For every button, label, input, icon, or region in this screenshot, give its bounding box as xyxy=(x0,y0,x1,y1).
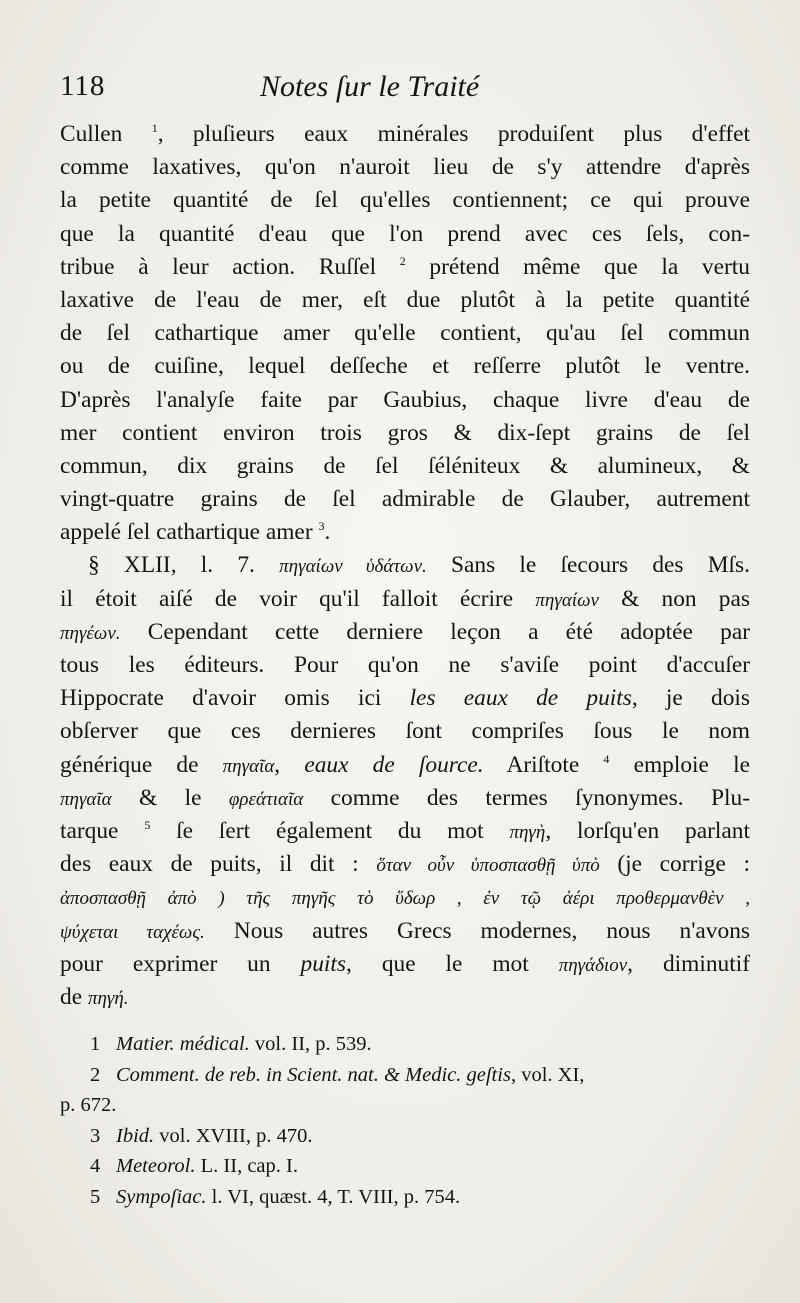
text-line xyxy=(60,184,750,217)
footnote-ref: 5 xyxy=(144,817,151,832)
text-run: commun, dix grains de ſel ſéléniteux & alumineux, & xyxy=(60,452,750,479)
footnote xyxy=(60,1029,750,1060)
footnote xyxy=(60,1121,750,1152)
text-line xyxy=(60,251,750,284)
text-run: & non pas xyxy=(598,585,750,612)
text-line xyxy=(60,782,750,815)
text-run: Sympoſiac. xyxy=(116,1185,207,1208)
text-line xyxy=(60,948,750,981)
page-header xyxy=(60,70,750,110)
text-run: , que le mot xyxy=(346,950,559,977)
text-run: , diminutif xyxy=(627,950,750,977)
footnote-number: 4 xyxy=(90,1155,101,1178)
text-run: Ariſtote xyxy=(483,751,604,778)
footnote-ref: 3 xyxy=(318,519,325,534)
greek-text: ἀποσπασθῇ ἀπὸ ) τῆς πηγῆς τὸ ὕδωρ , ἐν τῷ ἀέρι προθερμανθὲν , xyxy=(60,888,750,910)
text-line xyxy=(60,549,750,582)
text-line xyxy=(60,516,750,549)
text-line xyxy=(60,118,750,151)
text-run: D'après l'analyſe faite par Gaubius, chaque livre d'eau de xyxy=(60,386,750,413)
greek-text: πηγαῖα xyxy=(222,755,275,777)
text-line xyxy=(60,417,750,450)
footnote-ref: 1 xyxy=(151,121,158,135)
main-text xyxy=(60,118,750,1014)
text-run: la petite quantité de ſel qu'elles contiennent; ce qui prouve xyxy=(60,187,750,214)
text-run: p. 672. xyxy=(60,1094,117,1117)
footnote-number: 1 xyxy=(90,1033,101,1055)
footnote-ref: 4 xyxy=(603,751,610,766)
text-run: Hippocrate d'avoir omis ici xyxy=(60,685,410,712)
greek-text: ψύχεται ταχέως. xyxy=(60,921,205,943)
text-run: emploie le xyxy=(609,751,750,778)
text-line xyxy=(60,915,750,948)
text-run: appelé ſel cathartique amer xyxy=(60,519,319,546)
footnote xyxy=(60,1060,750,1091)
text-run: comme des termes ſynonymes. Plu- xyxy=(303,784,750,811)
text-run: L. II, cap. I. xyxy=(195,1155,298,1178)
text-run: pour exprimer un xyxy=(60,950,301,977)
text-line xyxy=(60,218,750,251)
footnote xyxy=(60,1151,750,1182)
text-run: l. VI, quæst. 4, T. VIII, p. 754. xyxy=(206,1185,461,1208)
text-run: tribue à leur action. Ruſſel xyxy=(60,253,400,280)
text-run: (je corrige : xyxy=(599,851,750,878)
text-line xyxy=(60,981,750,1014)
text-line xyxy=(60,583,750,616)
text-run: des eaux de puits, il dit : xyxy=(60,851,377,878)
text-run: que la quantité d'eau que l'on prend avec ces ſels, con- xyxy=(60,220,750,247)
text-line xyxy=(60,384,750,417)
text-run: de xyxy=(60,983,88,1010)
text-run: , vol. XI, xyxy=(510,1063,585,1086)
running-title: Notes ſur le Traité xyxy=(260,70,480,103)
greek-text: πηγὴ xyxy=(509,821,546,843)
text-line xyxy=(60,151,750,184)
text-run: Comment. de reb. in Scient. nat. & Medic. xyxy=(116,1063,462,1086)
text-line xyxy=(60,317,750,350)
text-run: tarque xyxy=(60,817,145,844)
text-line xyxy=(60,881,750,914)
text-line xyxy=(60,483,750,516)
text-run: vingt-quatre grains de ſel admirable de Glauber, autrement xyxy=(60,486,750,513)
text-run: geſtis xyxy=(466,1063,511,1086)
text-line xyxy=(60,350,750,383)
footnote-number: 2 xyxy=(90,1063,101,1086)
text-run: & le xyxy=(111,784,229,811)
greek-text: φρεάτιαῖα xyxy=(228,788,304,810)
text-run: , xyxy=(274,751,305,778)
text-run: tous les éditeurs. Pour qu'on ne s'aviſe point d'accuſer xyxy=(60,652,750,678)
footnote xyxy=(60,1090,750,1121)
text-run: laxative de l'eau de mer, eſt due plutôt à la petite quantité xyxy=(60,286,750,313)
text-run: eaux de ſource. xyxy=(304,751,484,778)
text-run: . xyxy=(324,519,331,546)
text-run: comme laxatives, qu'on n'auroit lieu de s'y attendre d'après xyxy=(60,154,750,181)
text-line xyxy=(60,616,750,649)
text-run: mer contient environ trois gros & dix-ſept grains de ſel xyxy=(60,419,750,446)
text-run: Matier. médical. xyxy=(116,1033,250,1055)
footnote-ref: 2 xyxy=(399,253,406,268)
text-run: Cependant cette derniere leçon a été adoptée par xyxy=(120,618,750,645)
greek-text: πηγαῖα xyxy=(60,788,112,810)
text-run: ou de cuiſine, lequel deſſeche et reſſerre plutôt le ventre. xyxy=(60,353,750,380)
text-line xyxy=(60,284,750,317)
greek-text: ὅταν οὖν ὑποσπασθῇ ὑπὸ xyxy=(376,855,600,877)
text-run: les eaux de puits xyxy=(409,685,632,712)
text-line xyxy=(60,682,750,715)
greek-text: πηγέων. xyxy=(60,622,121,644)
text-run: , je dois xyxy=(631,685,750,712)
text-run: , lorſqu'en parlant xyxy=(545,817,750,844)
greek-text: πηγάδιον xyxy=(558,954,628,976)
text-run: Sans le ſecours des Mſs. xyxy=(426,552,750,579)
footnotes xyxy=(60,1029,750,1213)
text-run: Nous autres Grecs modernes, nous n'avons xyxy=(204,917,750,944)
text-run: prétend même que la vertu xyxy=(405,253,750,280)
greek-text: πηγαίων xyxy=(535,589,599,611)
text-line xyxy=(60,848,750,881)
text-run: de ſel cathartique amer qu'elle contient, qu'au ſel commun xyxy=(60,320,750,347)
text-run: , pluſieurs eaux minérales produiſent plus d'effet xyxy=(157,121,750,147)
text-run: il étoit aiſé de voir qu'il falloit écrire xyxy=(60,585,536,612)
text-run: puits xyxy=(300,950,347,977)
text-run: vol. II, p. 539. xyxy=(249,1033,372,1055)
text-run: Cullen xyxy=(60,121,152,147)
text-run: § XLII, l. 7. xyxy=(88,552,280,579)
text-run: obſerver que ces dernieres ſont compriſes ſous le nom xyxy=(60,718,750,745)
text-line xyxy=(60,715,750,748)
page-number: 118 xyxy=(60,70,106,102)
text-line xyxy=(60,649,750,682)
text-run: vol. XVIII, p. 470. xyxy=(154,1124,313,1147)
greek-text: πηγαίων ὑδάτων. xyxy=(279,556,427,578)
text-run: générique de xyxy=(60,751,223,778)
footnote-number: 5 xyxy=(90,1185,101,1208)
text-run: Ibid. xyxy=(116,1124,155,1147)
footnote-number: 3 xyxy=(90,1124,101,1147)
text-line xyxy=(60,450,750,483)
footnote xyxy=(60,1182,750,1213)
text-run: Meteorol. xyxy=(116,1155,196,1178)
text-line xyxy=(60,749,750,782)
greek-text: πηγή. xyxy=(87,987,129,1009)
text-run: ſe ſert également du mot xyxy=(150,817,510,844)
text-line xyxy=(60,815,750,848)
